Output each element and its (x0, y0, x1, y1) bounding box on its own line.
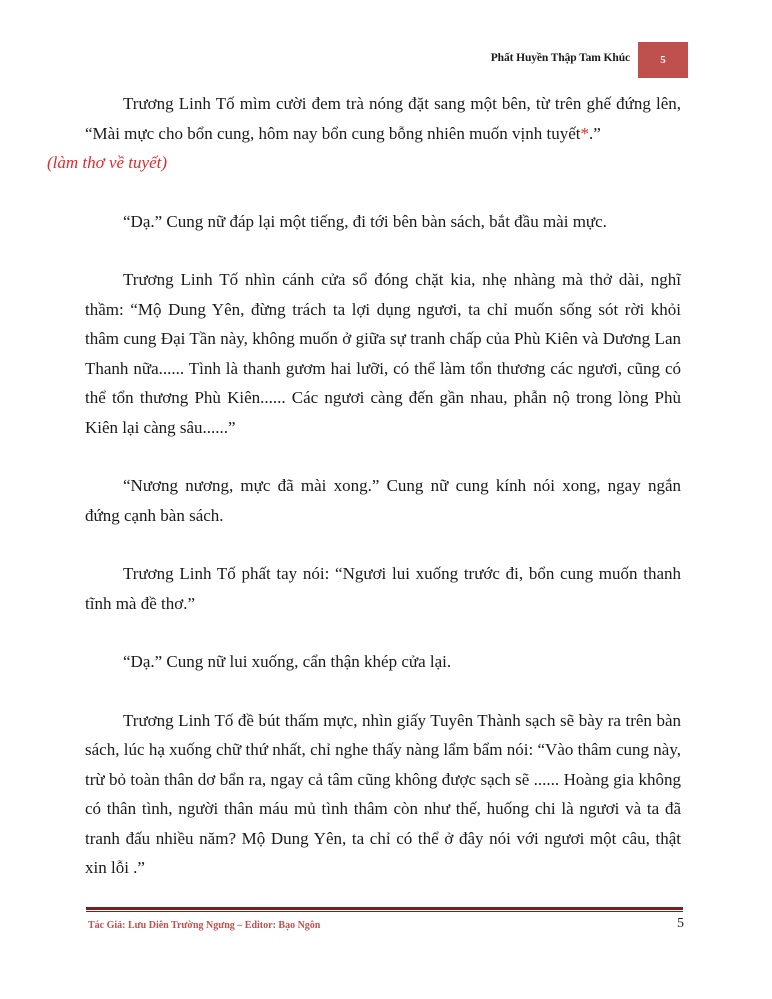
paragraph-6: “Dạ.” Cung nữ lui xuống, cẩn thận khép cửa lại. (123, 652, 452, 671)
paragraph-1-tail: .” (589, 123, 601, 143)
footer-rule-thin (86, 911, 683, 912)
paragraph-5: Trương Linh Tố phất tay nói: “Ngươi lui xuống trước đi, bổn cung muốn thanh tĩnh mà đề thơ.” (85, 564, 681, 613)
paragraph-4: “Nương nương, mực đã mài xong.” Cung nữ cung kính nói xong, ngay ngắn đứng cạnh bàn sách. (85, 476, 681, 525)
translator-note: (làm thơ về tuyết) (47, 153, 167, 172)
footer-credit: Tác Giả: Lưu Diên Trường Ngưng – Editor: Bạo Ngôn (88, 920, 321, 931)
paragraph-2: “Dạ.” Cung nữ đáp lại một tiếng, đi tới bên bàn sách, bắt đầu mài mực. (123, 211, 607, 231)
paragraph-7: Trương Linh Tố đề bút thấm mực, nhìn giấy Tuyên Thành sạch sẽ bày ra trên bàn sách, lúc hạ xuống chữ thứ nhất, chỉ nghe thấy nàng lẩm bẩm nói: “Vào thâm cung này, trừ bỏ toàn thân dơ bẩn ra, ngay cả tâm cũng không được sạch sẽ ...... Hoàng gia không có thân tình, người thân máu mủ tình thâm còn như thế, huống chi là ngươi và ta đã tranh đấu nhiều năm? Mộ Dung Yên, ta chỉ có thể ở đây nói với ngươi một câu, thật xin lỗi .” (85, 710, 681, 877)
paragraph-1-text: Trương Linh Tố mìm cười đem trà nóng đặt sang một bên, từ trên ghế đứng lên, “Mài mực cho bổn cung, hôm nay bổn cung bỗng nhiên muốn vịnh tuyết (85, 94, 681, 143)
chapter-body (47, 89, 681, 912)
paragraph-1 (47, 89, 681, 178)
footnote-star: * (580, 123, 590, 143)
footer-page-number: 5 (677, 916, 684, 931)
header-page-box: 5 (638, 42, 688, 78)
running-header-title: Phất Huyền Thập Tam Khúc (490, 52, 630, 64)
paragraph-3: Trương Linh Tố nhìn cánh cửa sổ đóng chặt kia, nhẹ nhàng mà thở dài, nghĩ thầm: “Mộ Dung Yên, đừng trách ta lợi dụng ngươi, ta chỉ muốn sống sót rời khỏi thâm cung Đại Tần này, không muốn ở giữa sự tranh chấp của Phù Kiên và Dương Lan Thanh nữa...... Tình là thanh gươm hai lưỡi, có thể làm tổn thương các ngươi, cũng có thể tổn thương Phù Kiên...... Các ngươi càng đến gần nhau, phẫn nộ trong lòng Phù Kiên lại càng sâu......” (85, 270, 681, 437)
footer-rule-thick (86, 907, 683, 910)
